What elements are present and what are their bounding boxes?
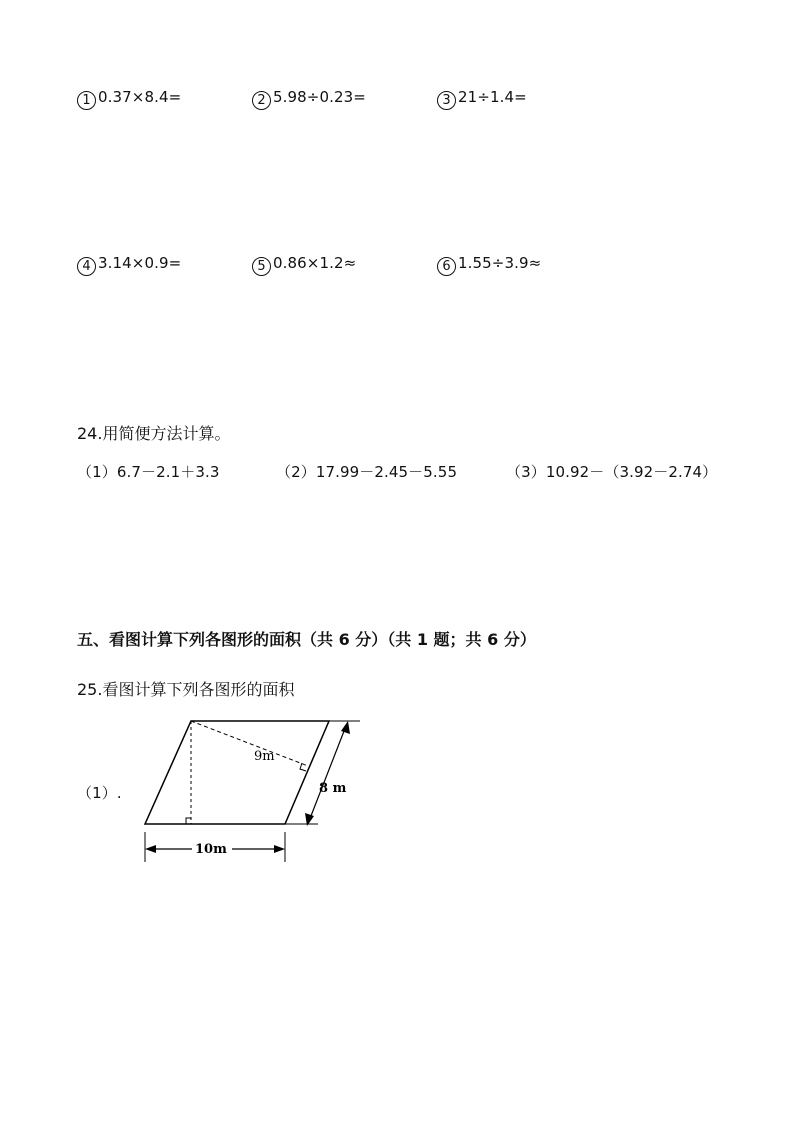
circled-number: 3 bbox=[437, 91, 456, 110]
circled-number: 1 bbox=[77, 91, 96, 110]
height-label: 9m bbox=[254, 749, 275, 764]
circled-number: 2 bbox=[252, 91, 271, 110]
arrowhead-right bbox=[274, 845, 285, 853]
question-24-item-1: （1）6.7－2.1＋3.3 bbox=[77, 463, 220, 481]
circled-number: 4 bbox=[77, 257, 96, 276]
exercise-expression: 21÷1.4= bbox=[458, 88, 527, 106]
question-24-title: 24.用简便方法计算。 bbox=[77, 424, 231, 443]
right-angle-mark-base bbox=[186, 818, 191, 824]
parallelogram-shape bbox=[145, 721, 329, 824]
exercise-expression: 0.37×8.4= bbox=[98, 88, 182, 106]
exercise-expression: 0.86×1.2≈ bbox=[273, 254, 357, 272]
base-label: 10m bbox=[195, 842, 227, 857]
slant-height-line bbox=[191, 721, 308, 766]
circled-number: 5 bbox=[252, 257, 271, 276]
circled-number: 6 bbox=[437, 257, 456, 276]
exercise-expression: 5.98÷0.23= bbox=[273, 88, 366, 106]
arrowhead-top bbox=[341, 721, 350, 734]
side-arrow-line bbox=[309, 726, 346, 821]
arrowhead-left bbox=[145, 845, 156, 853]
question-24-item-3: （3）10.92－（3.92－2.74） bbox=[506, 463, 718, 481]
section-5-heading: 五、看图计算下列各图形的面积（共 6 分）（共 1 题；共 6 分） bbox=[77, 630, 536, 649]
question-25-title: 25.看图计算下列各图形的面积 bbox=[77, 680, 295, 699]
side-label: 8 m bbox=[319, 781, 347, 796]
exercise-expression: 3.14×0.9= bbox=[98, 254, 182, 272]
question-24-item-2: （2）17.99－2.45－5.55 bbox=[276, 463, 458, 481]
exercise-expression: 1.55÷3.9≈ bbox=[458, 254, 542, 272]
question-25-sub-label: （1）. bbox=[77, 784, 122, 802]
